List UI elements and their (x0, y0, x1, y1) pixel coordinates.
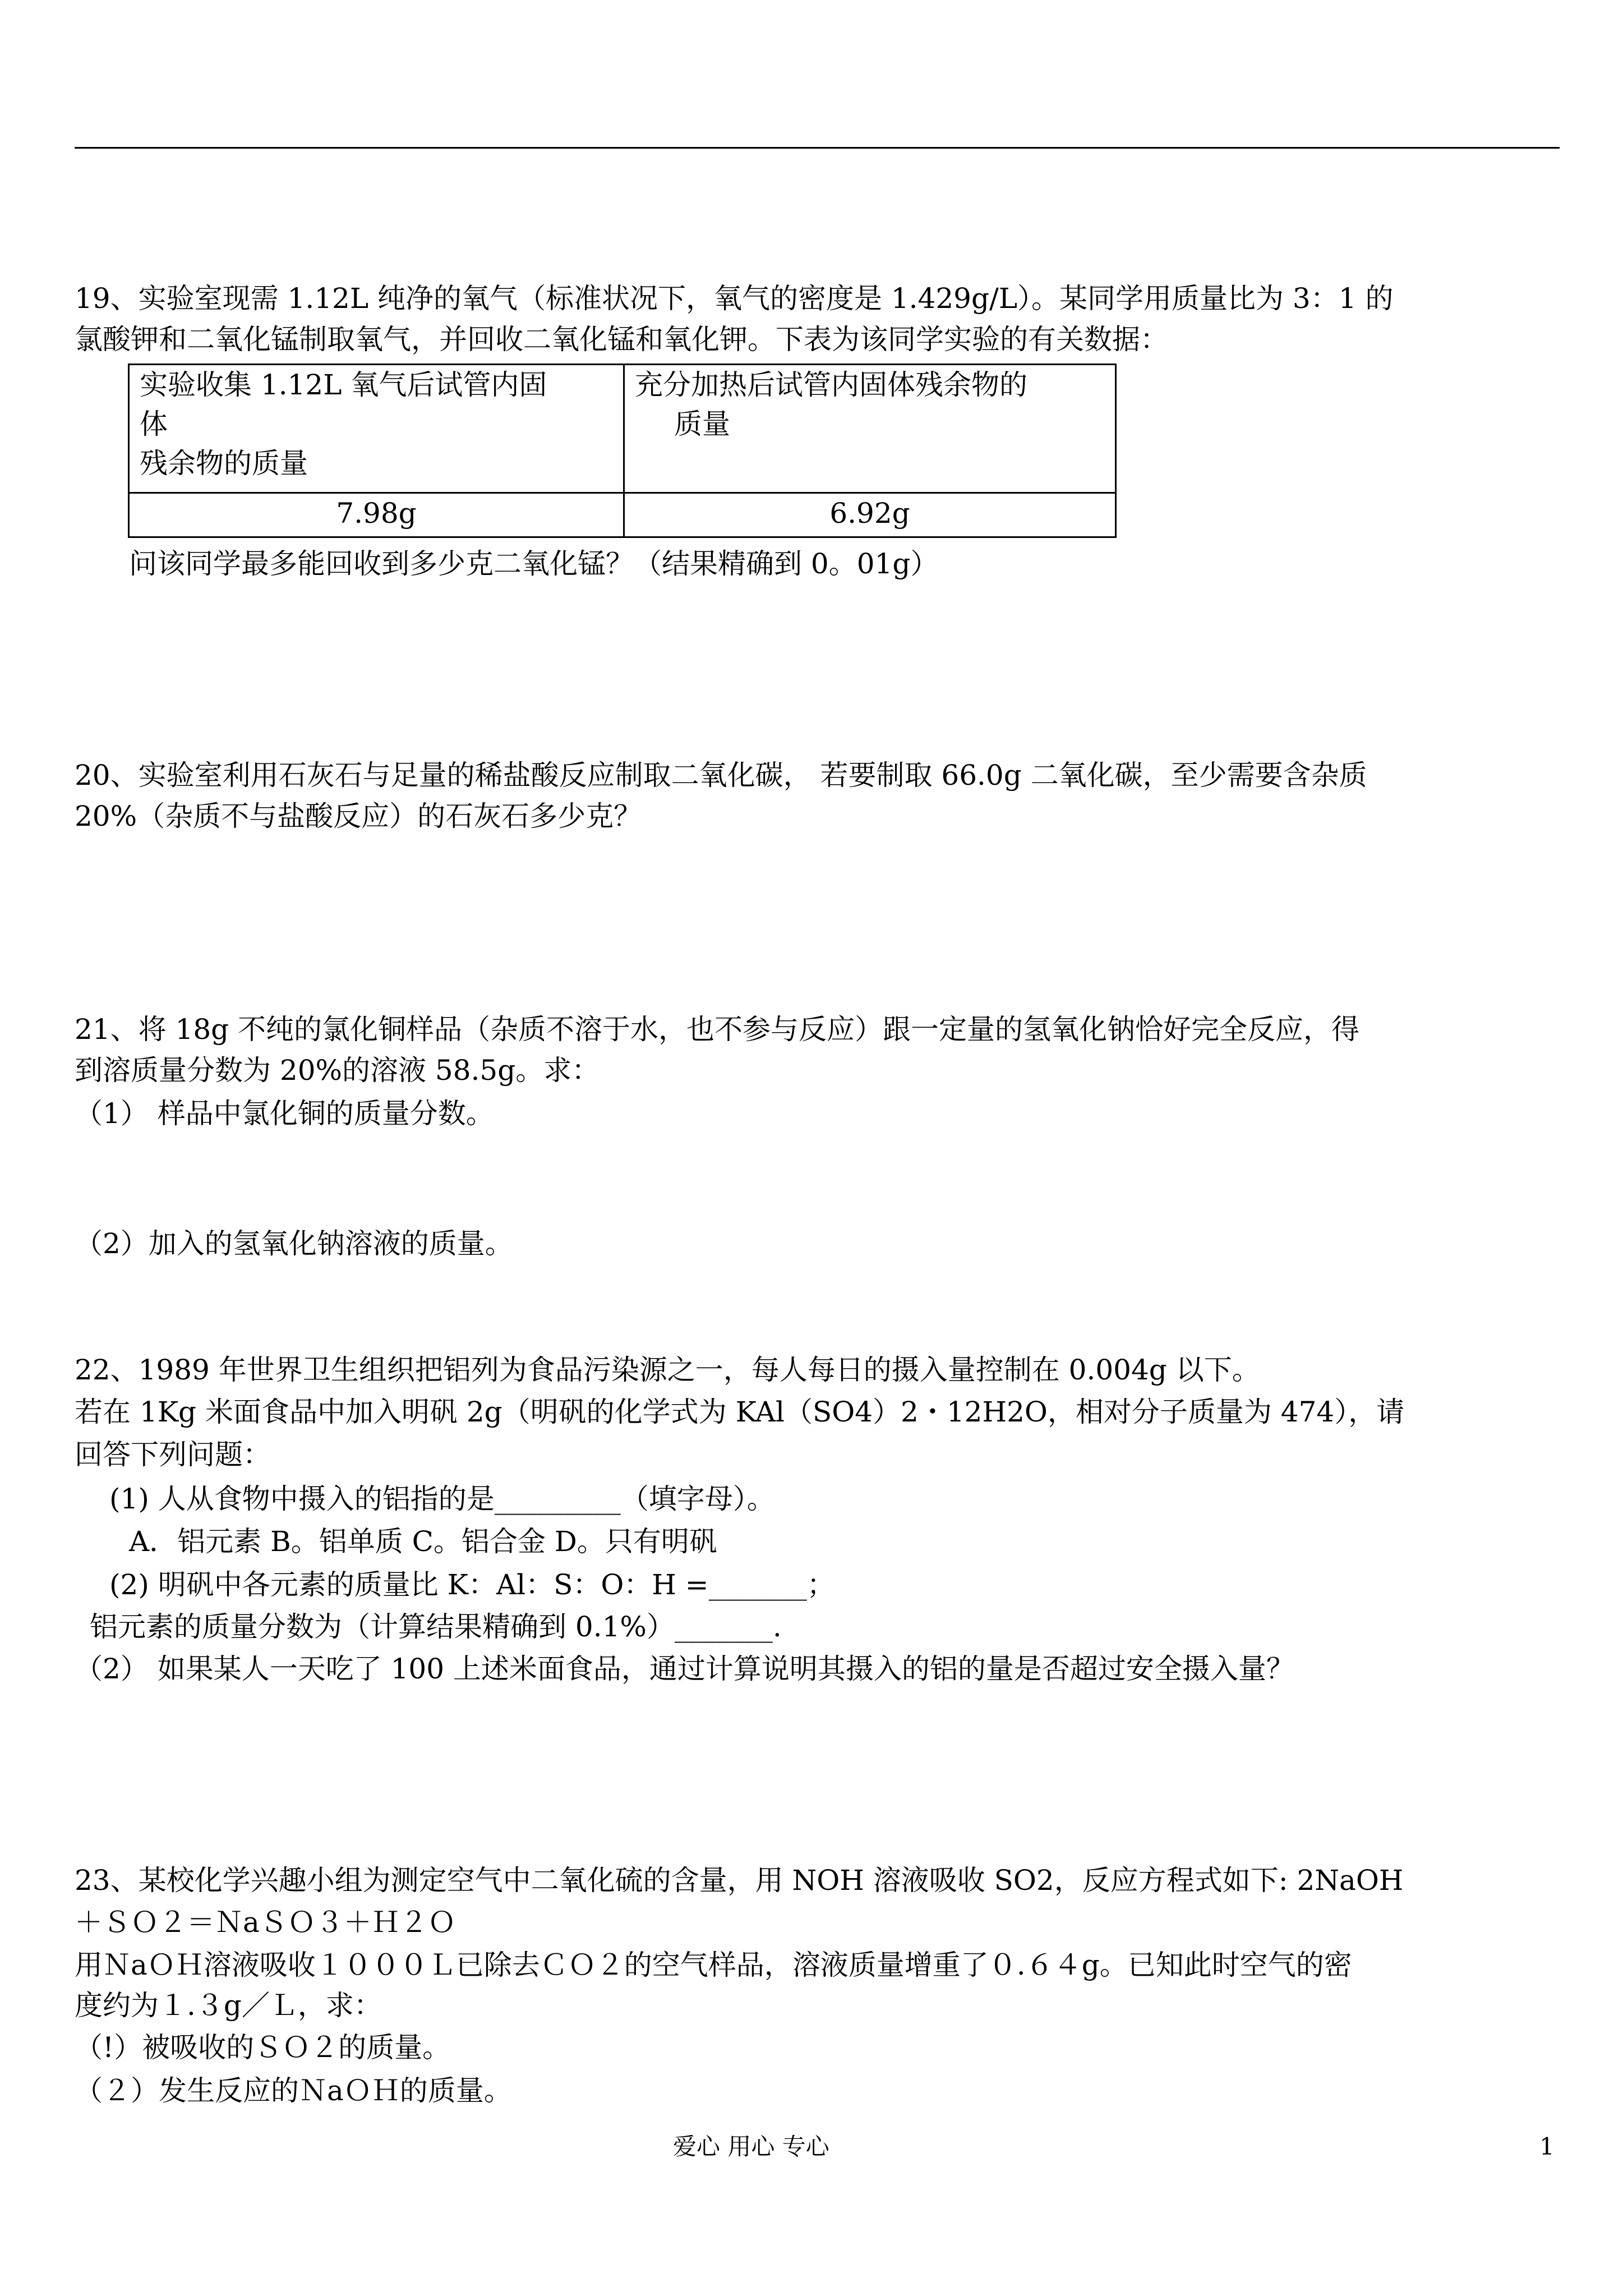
table-value-cell-2: 6.92g (624, 493, 1116, 537)
q19-line-1: 19、实验室现需 1.12L 纯净的氧气（标准状况下，氧气的密度是 1.429g/L）。某同学用质量比为 3：1 的 (75, 282, 1394, 315)
q21-sub-1: （1） 样品中氯化铜的质量分数。 (75, 1097, 494, 1130)
q20-line-2: 20%（杂质不与盐酸反应）的石灰石多少克？ (75, 800, 642, 832)
table-header-1-line-3: 残余物的质量 (140, 447, 308, 480)
q23-line-3: 用ＮaＯＨ溶液吸收１０００Ｌ已除去ＣＯ２的空气样品，溶液质量增重了０.６４g。已知此时空气的密 (75, 1949, 1352, 1981)
table-header-1-line-2: 体 (140, 408, 168, 440)
table-header-cell-2 (624, 365, 1116, 493)
q20-line-1: 20、实验室利用石灰石与足量的稀盐酸反应制取二氧化碳， 若要制取 66.0g 二氧化碳，至少需要含杂质 (75, 759, 1367, 792)
q23-sub-2: （２）发生反应的ＮaＯＨ的质量。 (75, 2074, 512, 2107)
table-header-cell-1 (129, 365, 624, 493)
table-value-cell-1: 7.98g (129, 493, 624, 537)
table-header-1-line-1: 实验收集 1.12L 氧气后试管内固 (140, 369, 547, 401)
table-header-2-line-2: 质量 (674, 408, 730, 440)
q21-line-2: 到溶质量分数为 20%的溶液 58.5g。求： (75, 1054, 600, 1087)
header-rule (75, 147, 1560, 149)
q19-question: 问该同学最多能回收到多少克二氧化锰？（结果精确到 0。01g） (129, 547, 939, 580)
q21-line-1: 21、将 18g 不纯的氯化铜样品（杂质不溶于水，也不参与反应）跟一定量的氢氧化钠恰好完全反应，得 (75, 1013, 1360, 1046)
q23-line-1: 23、某校化学兴趣小组为测定空气中二氧化硫的含量，用 NOH 溶液吸收 SO2，反应方程式如下: 2NaOH (75, 1864, 1404, 1897)
footer-motto: 爱心 用心 专心 (673, 2133, 829, 2160)
q22-line-1: 22、1989 年世界卫生组织把铝列为食品污染源之一，每人每日的摄入量控制在 0.004g 以下。 (75, 1354, 1260, 1386)
q22-sub-2: (2) 明矾中各元素的质量比 K：Al：S：O：H =_______； (109, 1568, 835, 1601)
q22-sub-1: (1) 人从食物中摄入的铝指的是_________（填字母）。 (109, 1483, 775, 1515)
q22-line-2: 若在 1Kg 米面食品中加入明矾 2g（明矾的化学式为 KAl（SO4）2・12H2O，相对分子质量为 474），请 (75, 1396, 1405, 1428)
q22-options: A．铝元素 B。铝单质 C。铝合金 D。只有明矾 (129, 1525, 717, 1558)
q21-sub-2: （2）加入的氢氧化钠溶液的质量。 (75, 1227, 513, 1260)
q22-sub-3: （2） 如果某人一天吃了 100 上述米面食品，通过计算说明其摄入的铝的量是否超过安全摄入量？ (75, 1653, 1294, 1685)
q19-line-2: 氯酸钾和二氧化锰制取氧气，并回收二氧化锰和氧化钾。下表为该同学实验的有关数据： (75, 323, 1168, 356)
q19-data-table (128, 364, 1117, 538)
q22-sub-2b: 铝元素的质量分数为（计算结果精确到 0.1%）_______. (90, 1611, 782, 1643)
q23-sub-1: （!）被吸收的ＳＯ２的质量。 (75, 2031, 451, 2064)
page-number: 1 (1539, 2133, 1555, 2160)
q22-line-3: 回答下列问题： (75, 1438, 271, 1471)
q23-line-2: ＋ＳＯ２＝ＮaＳＯ３＋Ｈ２Ｏ (75, 1906, 456, 1939)
q23-line-4: 度约为１.３g／Ｌ，求： (75, 1989, 382, 2022)
table-header-2-line-1: 充分加热后试管内固体残余物的 (635, 369, 1027, 401)
